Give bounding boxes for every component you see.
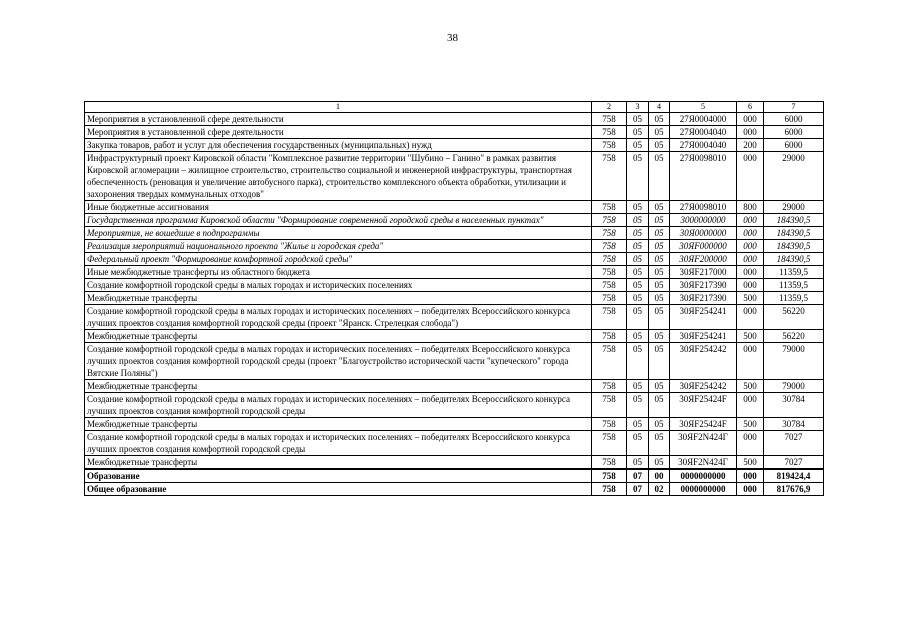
section-cell: 05 bbox=[627, 292, 649, 305]
subsection-cell: 05 bbox=[649, 393, 670, 418]
table-row bbox=[85, 456, 824, 470]
target-article-cell: 27Я0098010 bbox=[670, 201, 737, 214]
subsection-cell: 05 bbox=[649, 113, 670, 126]
expense-type-cell: 800 bbox=[737, 201, 764, 214]
target-article-cell: 30ЯF2N424Г bbox=[670, 431, 737, 456]
target-article-cell: 30ЯF254241 bbox=[670, 305, 737, 330]
subsection-cell: 05 bbox=[649, 139, 670, 152]
code-cell: 758 bbox=[592, 253, 627, 266]
amount-cell: 11359,5 bbox=[764, 279, 824, 292]
row-name-cell: Межбюджетные трансферты bbox=[85, 330, 592, 343]
section-cell: 05 bbox=[627, 227, 649, 240]
expense-type-cell: 500 bbox=[737, 330, 764, 343]
amount-cell: 6000 bbox=[764, 126, 824, 139]
subsection-cell: 05 bbox=[649, 305, 670, 330]
section-cell: 05 bbox=[627, 393, 649, 418]
section-cell: 05 bbox=[627, 380, 649, 393]
amount-cell: 7027 bbox=[764, 456, 824, 470]
expense-type-cell: 000 bbox=[737, 113, 764, 126]
row-name-cell: Государственная программа Кировской области "Формирование современной городской среды в населенных пунктах" bbox=[85, 214, 592, 227]
code-cell: 758 bbox=[592, 418, 627, 431]
expense-type-cell: 000 bbox=[737, 253, 764, 266]
row-name-cell: Создание комфортной городской среды в малых городах и исторических поселениях – победителях Всероссийского конкурса лучших проектов создания комфортной городской среды bbox=[85, 431, 592, 456]
target-article-cell: 30ЯF217390 bbox=[670, 279, 737, 292]
target-article-cell: 3000000000 bbox=[670, 214, 737, 227]
table-header-row bbox=[85, 102, 824, 113]
table-row bbox=[85, 279, 824, 292]
section-cell: 05 bbox=[627, 305, 649, 330]
code-cell: 758 bbox=[592, 266, 627, 279]
subsection-cell: 05 bbox=[649, 214, 670, 227]
expense-type-cell: 500 bbox=[737, 380, 764, 393]
section-cell: 07 bbox=[627, 483, 649, 496]
amount-cell: 817676,9 bbox=[764, 483, 824, 496]
column-header: 4 bbox=[649, 102, 670, 113]
table-row bbox=[85, 305, 824, 330]
subsection-cell: 05 bbox=[649, 279, 670, 292]
code-cell: 758 bbox=[592, 139, 627, 152]
amount-cell: 30784 bbox=[764, 393, 824, 418]
amount-cell: 184390,5 bbox=[764, 240, 824, 253]
section-cell: 05 bbox=[627, 253, 649, 266]
section-cell: 05 bbox=[627, 456, 649, 470]
table-row bbox=[85, 240, 824, 253]
section-cell: 05 bbox=[627, 418, 649, 431]
subsection-cell: 05 bbox=[649, 292, 670, 305]
target-article-cell: 30ЯF217000 bbox=[670, 266, 737, 279]
table-row bbox=[85, 330, 824, 343]
subsection-cell: 05 bbox=[649, 201, 670, 214]
section-cell: 05 bbox=[627, 240, 649, 253]
amount-cell: 29000 bbox=[764, 201, 824, 214]
amount-cell: 30784 bbox=[764, 418, 824, 431]
code-cell: 758 bbox=[592, 126, 627, 139]
target-article-cell: 0000000000 bbox=[670, 483, 737, 496]
expense-type-cell: 500 bbox=[737, 418, 764, 431]
section-cell: 05 bbox=[627, 431, 649, 456]
expense-type-cell: 000 bbox=[737, 214, 764, 227]
amount-cell: 184390,5 bbox=[764, 253, 824, 266]
expense-type-cell: 000 bbox=[737, 152, 764, 201]
table-row bbox=[85, 139, 824, 152]
amount-cell: 184390,5 bbox=[764, 214, 824, 227]
expense-type-cell: 000 bbox=[737, 393, 764, 418]
target-article-cell: 30ЯF254242 bbox=[670, 380, 737, 393]
row-name-cell: Мероприятия в установленной сфере деятельности bbox=[85, 113, 592, 126]
table-row bbox=[85, 431, 824, 456]
budget-table bbox=[84, 101, 824, 496]
subsection-cell: 00 bbox=[649, 469, 670, 483]
code-cell: 758 bbox=[592, 227, 627, 240]
row-name-cell: Создание комфортной городской среды в малых городах и исторических поселениях – победителях Всероссийского конкурса лучших проектов создания комфортной городской среды bbox=[85, 393, 592, 418]
amount-cell: 6000 bbox=[764, 113, 824, 126]
table-row bbox=[85, 201, 824, 214]
expense-type-cell: 000 bbox=[737, 431, 764, 456]
code-cell: 758 bbox=[592, 343, 627, 380]
subsection-cell: 05 bbox=[649, 152, 670, 201]
subsection-cell: 05 bbox=[649, 330, 670, 343]
target-article-cell: 27Я0004040 bbox=[670, 139, 737, 152]
amount-cell: 11359,5 bbox=[764, 266, 824, 279]
expense-type-cell: 000 bbox=[737, 483, 764, 496]
section-cell: 05 bbox=[627, 201, 649, 214]
subsection-cell: 05 bbox=[649, 227, 670, 240]
code-cell: 758 bbox=[592, 240, 627, 253]
table-row bbox=[85, 393, 824, 418]
subsection-cell: 05 bbox=[649, 431, 670, 456]
row-name-cell: Федеральный проект "Формирование комфортной городской среды" bbox=[85, 253, 592, 266]
code-cell: 758 bbox=[592, 152, 627, 201]
table-row bbox=[85, 253, 824, 266]
amount-cell: 11359,5 bbox=[764, 292, 824, 305]
row-name-cell: Инфраструктурный проект Кировской области "Комплексное развитие территории "Шубино – Ганино" в рамках развития Кировской агломерации – жилищное строительство, строительство социальной и инженерной инфраструктуры, транспортная обеспеченность (реновация и увеличение автобусного парка), строительство комплексного объекта обработки, утилизации и захоронения твердых коммунальных отходов" bbox=[85, 152, 592, 201]
row-name-cell: Иные бюджетные ассигнования bbox=[85, 201, 592, 214]
row-name-cell: Мероприятия в установленной сфере деятельности bbox=[85, 126, 592, 139]
row-name-cell: Межбюджетные трансферты bbox=[85, 292, 592, 305]
row-name-cell: Иные межбюджетные трансферты из областного бюджета bbox=[85, 266, 592, 279]
column-header: 3 bbox=[627, 102, 649, 113]
subsection-cell: 05 bbox=[649, 456, 670, 470]
expense-type-cell: 500 bbox=[737, 292, 764, 305]
row-name-cell: Общее образование bbox=[85, 483, 592, 496]
table-row bbox=[85, 227, 824, 240]
table-row bbox=[85, 418, 824, 431]
section-cell: 05 bbox=[627, 152, 649, 201]
expense-type-cell: 000 bbox=[737, 469, 764, 483]
code-cell: 758 bbox=[592, 380, 627, 393]
table-row bbox=[85, 113, 824, 126]
section-cell: 05 bbox=[627, 113, 649, 126]
amount-cell: 7027 bbox=[764, 431, 824, 456]
section-cell: 05 bbox=[627, 330, 649, 343]
code-cell: 758 bbox=[592, 393, 627, 418]
expense-type-cell: 000 bbox=[737, 266, 764, 279]
expense-type-cell: 000 bbox=[737, 343, 764, 380]
row-name-cell: Межбюджетные трансферты bbox=[85, 456, 592, 470]
expense-type-cell: 500 bbox=[737, 456, 764, 470]
target-article-cell: 30ЯF200000 bbox=[670, 253, 737, 266]
target-article-cell: 30ЯF254242 bbox=[670, 343, 737, 380]
target-article-cell: 30ЯF25424F bbox=[670, 418, 737, 431]
row-name-cell: Реализация мероприятий национального проекта "Жилье и городская среда" bbox=[85, 240, 592, 253]
amount-cell: 79000 bbox=[764, 380, 824, 393]
subsection-cell: 05 bbox=[649, 266, 670, 279]
section-cell: 05 bbox=[627, 279, 649, 292]
code-cell: 758 bbox=[592, 456, 627, 470]
code-cell: 758 bbox=[592, 279, 627, 292]
code-cell: 758 bbox=[592, 469, 627, 483]
code-cell: 758 bbox=[592, 292, 627, 305]
row-name-cell: Межбюджетные трансферты bbox=[85, 380, 592, 393]
subsection-cell: 05 bbox=[649, 240, 670, 253]
table-row bbox=[85, 214, 824, 227]
amount-cell: 56220 bbox=[764, 305, 824, 330]
code-cell: 758 bbox=[592, 201, 627, 214]
table-row bbox=[85, 380, 824, 393]
target-article-cell: 27Я0098010 bbox=[670, 152, 737, 201]
table-row bbox=[85, 266, 824, 279]
section-cell: 07 bbox=[627, 469, 649, 483]
expense-type-cell: 000 bbox=[737, 279, 764, 292]
code-cell: 758 bbox=[592, 330, 627, 343]
table-row bbox=[85, 343, 824, 380]
expense-type-cell: 000 bbox=[737, 227, 764, 240]
column-header: 7 bbox=[764, 102, 824, 113]
subsection-cell: 05 bbox=[649, 380, 670, 393]
page-number: 38 bbox=[447, 32, 458, 44]
expense-type-cell: 000 bbox=[737, 126, 764, 139]
row-name-cell: Образование bbox=[85, 469, 592, 483]
row-name-cell: Создание комфортной городской среды в малых городах и исторических поселениях – победителях Всероссийского конкурса лучших проектов создания комфортной городской среды (проект "Яранск. Стрелецкая слобода") bbox=[85, 305, 592, 330]
target-article-cell: 0000000000 bbox=[670, 469, 737, 483]
target-article-cell: 30ЯF2N424Г bbox=[670, 456, 737, 470]
expense-type-cell: 000 bbox=[737, 305, 764, 330]
code-cell: 758 bbox=[592, 305, 627, 330]
target-article-cell: 27Я0004000 bbox=[670, 113, 737, 126]
target-article-cell: 27Я0004040 bbox=[670, 126, 737, 139]
column-header: 1 bbox=[85, 102, 592, 113]
subsection-cell: 05 bbox=[649, 343, 670, 380]
row-name-cell: Межбюджетные трансферты bbox=[85, 418, 592, 431]
subsection-cell: 05 bbox=[649, 253, 670, 266]
table-row bbox=[85, 469, 824, 483]
table-row bbox=[85, 152, 824, 201]
section-cell: 05 bbox=[627, 214, 649, 227]
section-cell: 05 bbox=[627, 266, 649, 279]
code-cell: 758 bbox=[592, 113, 627, 126]
section-cell: 05 bbox=[627, 139, 649, 152]
column-header: 2 bbox=[592, 102, 627, 113]
expense-type-cell: 000 bbox=[737, 240, 764, 253]
section-cell: 05 bbox=[627, 126, 649, 139]
amount-cell: 819424,4 bbox=[764, 469, 824, 483]
amount-cell: 6000 bbox=[764, 139, 824, 152]
row-name-cell: Закупка товаров, работ и услуг для обеспечения государственных (муниципальных) нужд bbox=[85, 139, 592, 152]
code-cell: 758 bbox=[592, 431, 627, 456]
table-row bbox=[85, 126, 824, 139]
row-name-cell: Мероприятия, не вошедшие в подпрограммы bbox=[85, 227, 592, 240]
subsection-cell: 05 bbox=[649, 418, 670, 431]
row-name-cell: Создание комфортной городской среды в малых городах и исторических поселениях – победителях Всероссийского конкурса лучших проектов создания комфортной городской среды (проект "Благоустройство исторической части "купеческого" города Вятские Поляны") bbox=[85, 343, 592, 380]
subsection-cell: 02 bbox=[649, 483, 670, 496]
amount-cell: 29000 bbox=[764, 152, 824, 201]
expense-type-cell: 200 bbox=[737, 139, 764, 152]
target-article-cell: 30Я0000000 bbox=[670, 227, 737, 240]
section-cell: 05 bbox=[627, 343, 649, 380]
target-article-cell: 30ЯF000000 bbox=[670, 240, 737, 253]
target-article-cell: 30ЯF254241 bbox=[670, 330, 737, 343]
amount-cell: 79000 bbox=[764, 343, 824, 380]
column-header: 6 bbox=[737, 102, 764, 113]
subsection-cell: 05 bbox=[649, 126, 670, 139]
amount-cell: 56220 bbox=[764, 330, 824, 343]
row-name-cell: Создание комфортной городской среды в малых городах и исторических поселениях bbox=[85, 279, 592, 292]
target-article-cell: 30ЯF217390 bbox=[670, 292, 737, 305]
target-article-cell: 30ЯF25424F bbox=[670, 393, 737, 418]
column-header: 5 bbox=[670, 102, 737, 113]
table-row bbox=[85, 483, 824, 496]
code-cell: 758 bbox=[592, 214, 627, 227]
amount-cell: 184390,5 bbox=[764, 227, 824, 240]
table-row bbox=[85, 292, 824, 305]
code-cell: 758 bbox=[592, 483, 627, 496]
